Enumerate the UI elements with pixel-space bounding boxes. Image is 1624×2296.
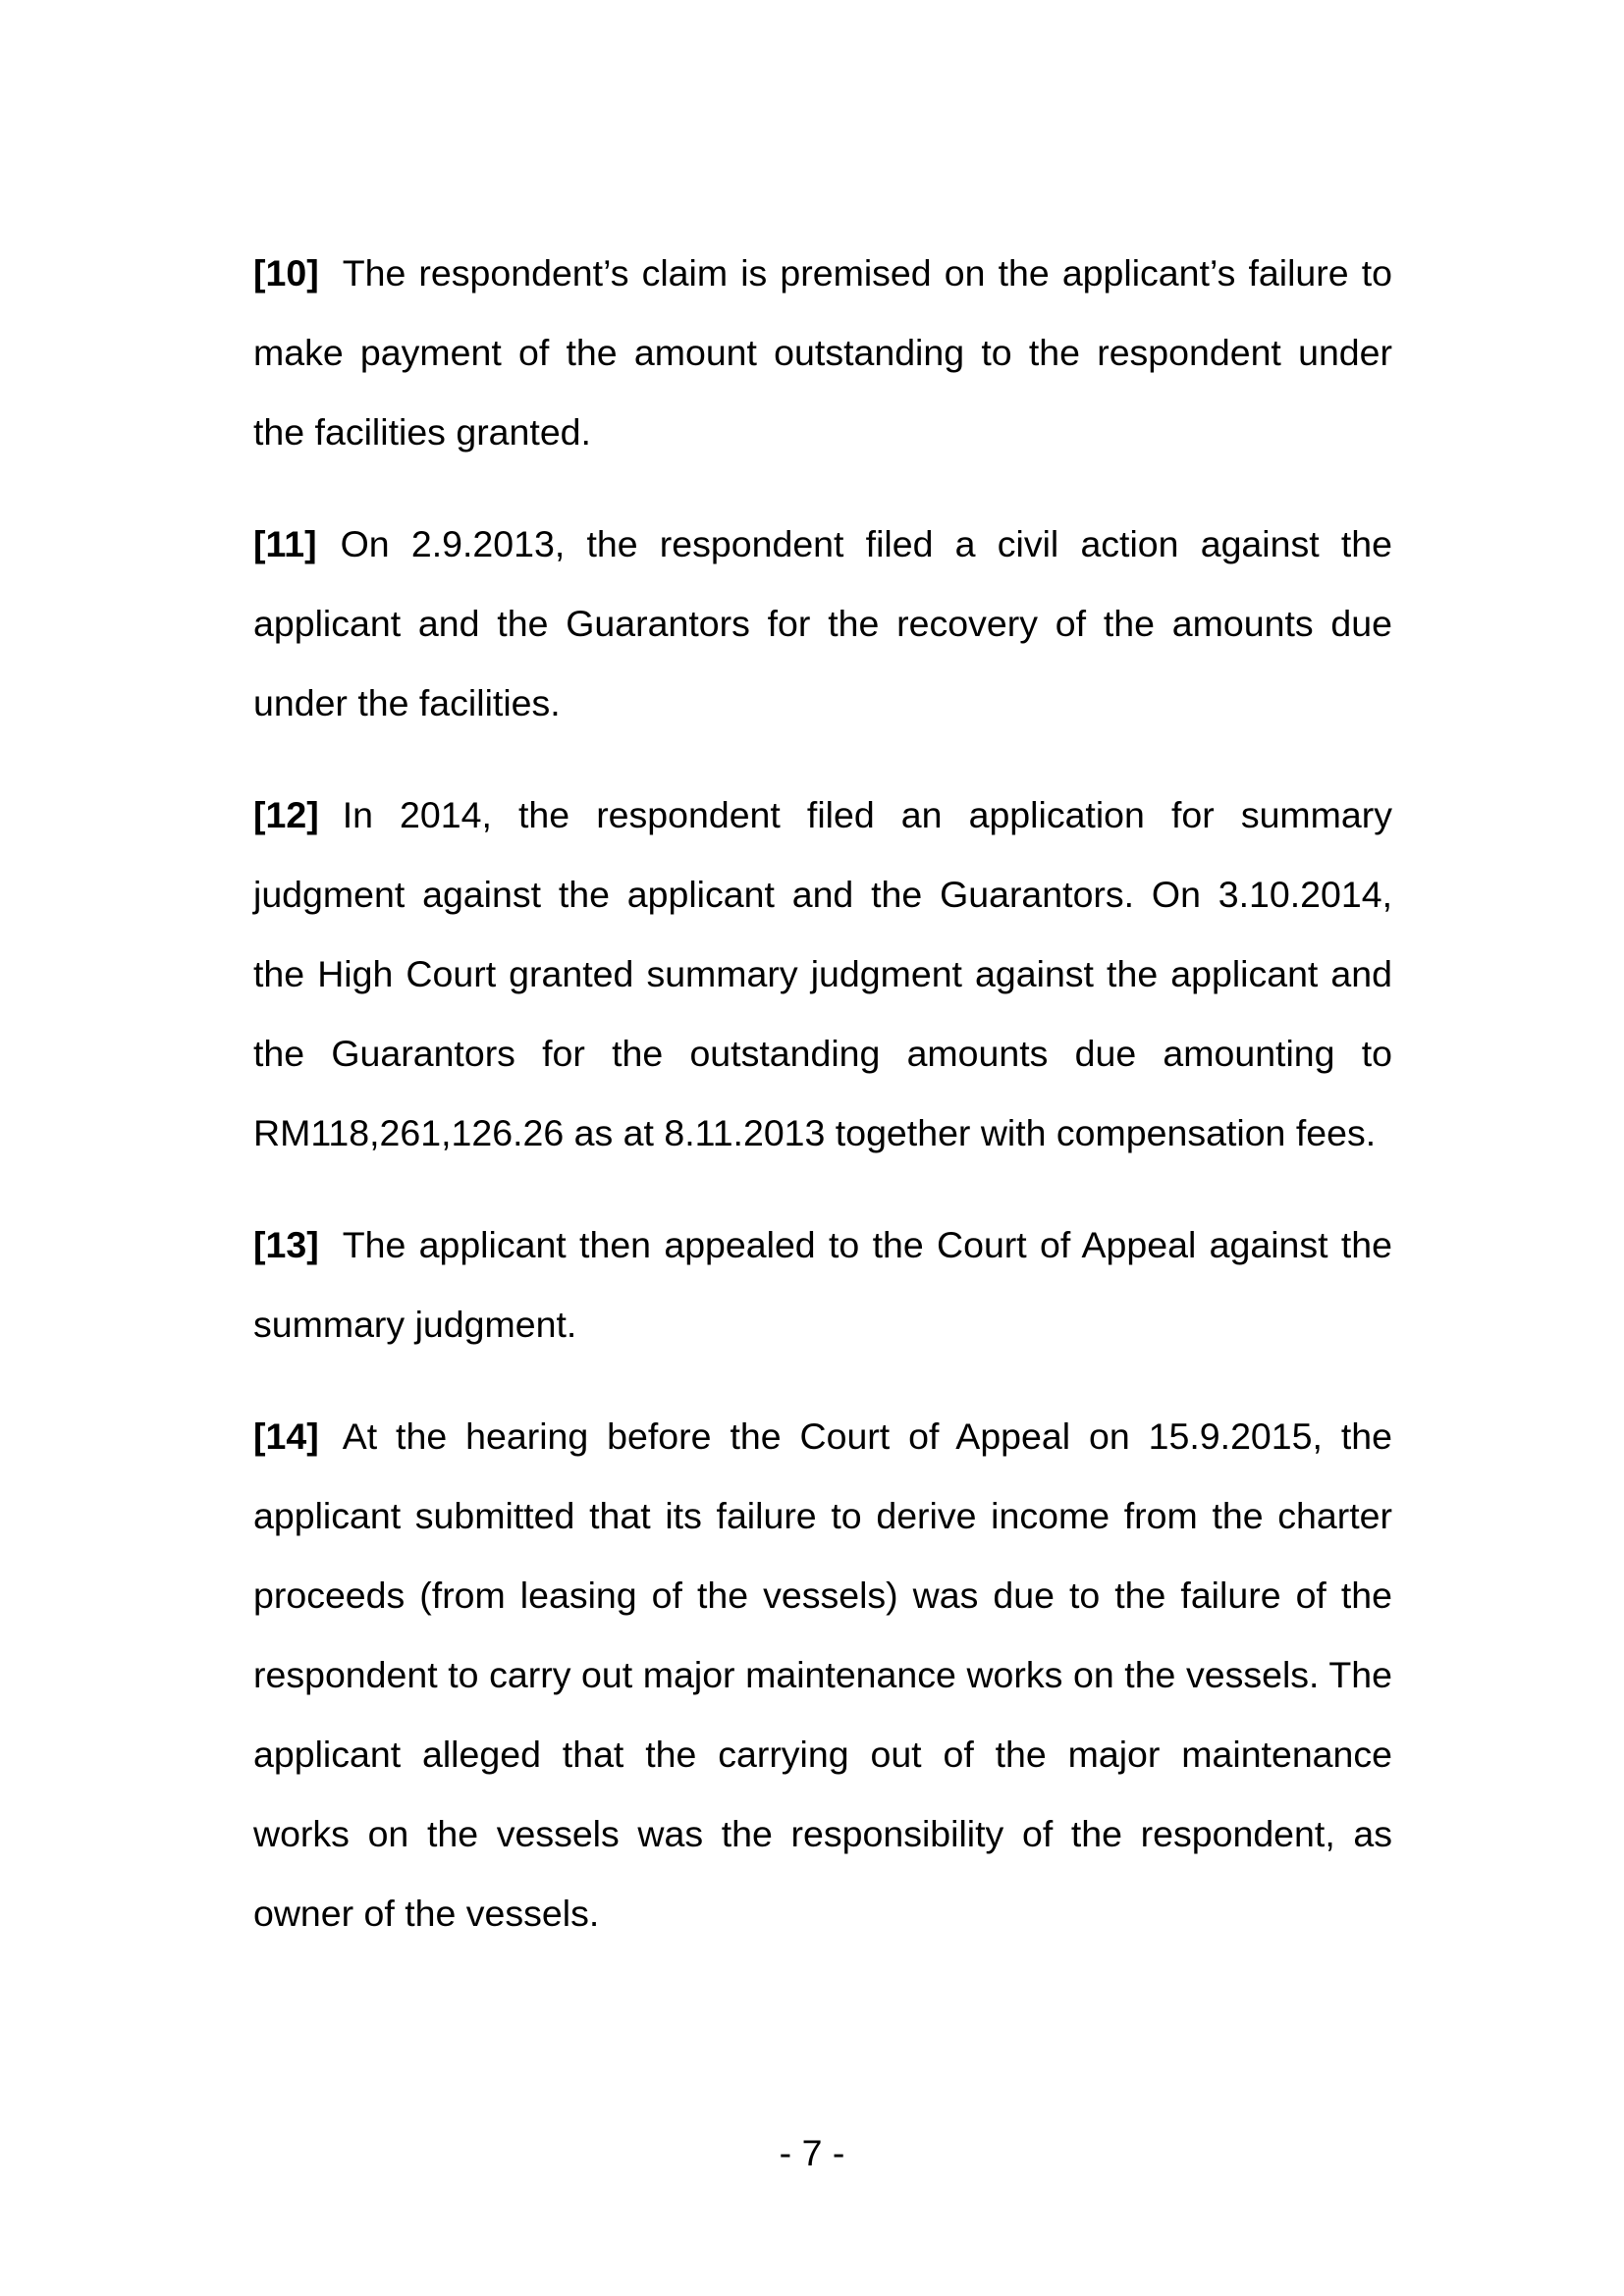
paragraph-10 [253, 234, 1392, 472]
paragraph-12 [253, 775, 1392, 1173]
paragraph-number: [13] [253, 1224, 319, 1265]
page-number: - 7 - [779, 2132, 845, 2173]
document-body [253, 234, 1392, 1986]
paragraph-text: The applicant then appealed to the Court of Appeal against the summary judgment. [253, 1224, 1392, 1345]
paragraph-number: [14] [253, 1415, 319, 1457]
paragraph-number: [11] [253, 523, 317, 564]
paragraph-number: [12] [253, 794, 319, 835]
paragraph-text: At the hearing before the Court of Appeal on 15.9.2015, the applicant submitted that its failure to derive income from the charter proceeds (from leasing of the vessels) was due to the failure of the respondent to carry out major maintenance works on the vessels. The applicant alleged that the carrying out of the major maintenance works on the vessels was the responsibility of the respondent, as owner of the vessels. [253, 1415, 1392, 1934]
paragraph-text: On 2.9.2013, the respondent filed a civil action against the applicant and the Guarantors for the recovery of the amounts due under the facilities. [253, 523, 1392, 723]
paragraph-13 [253, 1205, 1392, 1364]
paragraph-11 [253, 505, 1392, 743]
paragraph-text: In 2014, the respondent filed an application for summary judgment against the applicant and the Guarantors. On 3.10.2014, the High Court granted summary judgment against the applicant and the Guarantors for the outstanding amounts due amounting to RM118,261,126.26 as at 8.11.2013 together with compensation fees. [253, 794, 1392, 1153]
paragraph-number: [10] [253, 252, 319, 294]
paragraph-text: The respondent’s claim is premised on the applicant’s failure to make payment of the amount outstanding to the respondent under the facilities granted. [253, 252, 1392, 453]
paragraph-14 [253, 1397, 1392, 1953]
